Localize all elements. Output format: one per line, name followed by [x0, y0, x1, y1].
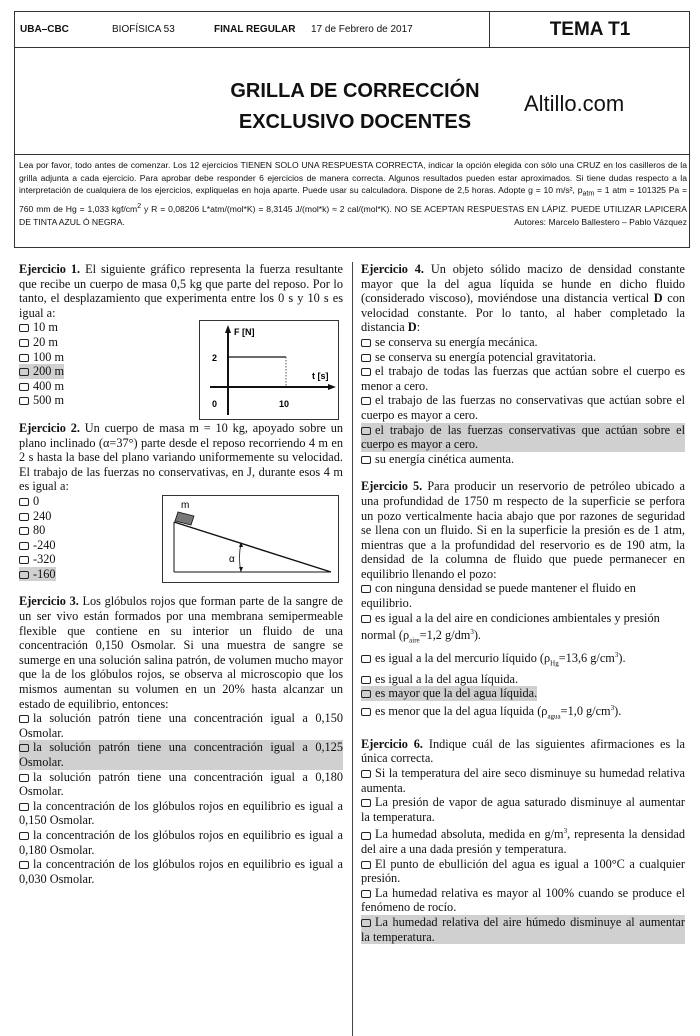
option-label: 200 m [33, 364, 65, 379]
exercise-6 [361, 737, 685, 944]
inclined-plane-diagram [162, 495, 339, 583]
left-column [19, 262, 343, 899]
checkbox-icon[interactable] [361, 655, 371, 663]
option-correct[interactable] [19, 567, 56, 582]
option-label: es igual a la del aire en condiciones ambientales y presión normal (ρ [361, 610, 660, 643]
header-info-row [15, 12, 689, 48]
option-label: -320 [33, 552, 56, 567]
option[interactable] [19, 799, 343, 828]
option-correct[interactable] [361, 686, 537, 701]
title-area [15, 49, 689, 155]
y-value-label: 2 [212, 353, 218, 364]
option-label: La humedad absoluta, medida en g/m [375, 827, 564, 842]
option-correct[interactable] [19, 740, 343, 769]
checkbox-icon[interactable] [19, 803, 29, 811]
superscript: 3 [614, 651, 619, 660]
option-label: 10 m [33, 320, 58, 335]
checkbox-icon[interactable] [361, 339, 371, 347]
option[interactable] [361, 701, 685, 724]
option-label: 20 m [33, 334, 58, 349]
option-label: Si la temperatura del aire seco disminuye su humedad relativa aumenta. [361, 766, 685, 795]
checkbox-icon[interactable] [19, 513, 29, 521]
exercise-2-options [19, 494, 343, 582]
exercise-5-statement [361, 479, 685, 581]
checkbox-icon[interactable] [361, 585, 371, 593]
checkbox-icon[interactable] [361, 354, 371, 362]
superscript: 3 [610, 703, 615, 712]
option[interactable] [361, 581, 685, 610]
checkbox-icon[interactable] [19, 571, 29, 579]
superscript: 3 [470, 628, 474, 637]
exercise-6-title: Ejercicio 6. [361, 736, 423, 751]
option-label: -240 [33, 537, 56, 552]
exercise-6-statement [361, 737, 685, 766]
option[interactable] [361, 886, 685, 915]
option[interactable] [19, 379, 64, 394]
option-label: la solución patrón tiene una concentración igual a 0,180 Osmolar. [19, 769, 343, 799]
exam-type: FINAL REGULAR [214, 24, 296, 35]
option-label: es menor que la del agua líquida (ρ [375, 703, 548, 718]
option-label: 80 [33, 523, 46, 538]
option-label: 240 [33, 508, 52, 523]
subscript: aire [409, 636, 420, 645]
x-axis-label: t [s] [312, 371, 329, 382]
option-label: es mayor que la del agua líquida. [375, 686, 538, 701]
checkbox-icon[interactable] [19, 324, 29, 332]
option[interactable] [361, 364, 685, 393]
option[interactable] [19, 509, 51, 524]
superscript: 3 [563, 827, 568, 836]
option-label: ). [618, 651, 626, 666]
checkbox-icon[interactable] [19, 832, 29, 840]
checkbox-icon[interactable] [361, 799, 371, 807]
mass-label: m [181, 499, 190, 511]
option-label: =13,6 g/cm [558, 651, 615, 666]
checkbox-icon[interactable] [361, 690, 371, 698]
option-label: la concentración de los glóbulos rojos en equilibrio es igual a 0,180 Osmolar. [19, 827, 343, 857]
exercise-5 [361, 479, 685, 724]
option-label: con ninguna densidad se puede mantener el fluido en equilibrio. [361, 581, 636, 611]
checkbox-icon[interactable] [19, 542, 29, 550]
option[interactable] [361, 766, 685, 795]
option[interactable] [19, 523, 45, 538]
option[interactable] [361, 795, 685, 824]
option[interactable] [19, 320, 58, 335]
exercise-4-statement [361, 262, 685, 335]
option-label: 100 m [33, 349, 65, 364]
option[interactable] [361, 648, 685, 671]
option-label: el trabajo de las fuerzas conservativas que actúan sobre el cuerpo es mayor a cero. [361, 422, 685, 452]
exercise-2-title: Ejercicio 2. [19, 420, 80, 435]
exercise-3-text: Los glóbulos rojos que forman parte de la sangre de un ser vivo están formados por una membrana semipermeable flexible que contiene en su interior un fluido de una concentración 0,150 Osmolar. Si una muestra de sangre se sumerge en una solución salina patrón, de volumen mucho mayor que la de los glóbulos rojos, se observa al microscopio que los mismos aumentan su volumen en un 20% hasta alcanzar un estado de equilibrio, entonces: [19, 594, 343, 711]
option[interactable] [19, 494, 39, 509]
option-label: La presión de vapor de agua saturado disminuye al aumentar la temperatura. [361, 795, 685, 824]
exercise-4-title: Ejercicio 4. [361, 262, 424, 276]
option[interactable] [361, 350, 685, 365]
option-correct[interactable] [361, 915, 685, 944]
option-label: es igual a la del agua líquida. [375, 671, 519, 686]
option-label: 400 m [33, 378, 65, 393]
angle-label: α [229, 553, 235, 565]
option-label: se conserva su energía mecánica. [375, 334, 538, 349]
option-label: 0 [33, 493, 40, 508]
option[interactable] [19, 335, 58, 350]
exercise-6-text: Indique cuál de las siguientes afirmaciones es la única correcta. [361, 736, 685, 766]
option[interactable] [361, 857, 685, 886]
option[interactable] [361, 824, 685, 856]
checkbox-icon[interactable] [19, 774, 29, 782]
option[interactable] [19, 857, 343, 886]
checkbox-icon[interactable] [361, 919, 371, 927]
option[interactable] [361, 452, 685, 467]
option-label: ). [473, 628, 481, 643]
page-title [205, 76, 505, 138]
exercise-2-text: Un cuerpo de masa m = 10 kg, apoyado sobre un plano inclinado (α=37°) parte desde el reposo recorriendo 4 m en 2 s hasta la base del plano variando uniformemente su velocidad. El trabajo de las fuerzas no conservativas, en J, durante esos 4 m es igual a: [19, 420, 344, 494]
column-divider [352, 262, 353, 1036]
checkbox-icon[interactable] [361, 861, 371, 869]
option[interactable] [361, 672, 685, 687]
option-label: la concentración de los glóbulos rojos en equilibrio es igual a 0,030 Osmolar. [19, 857, 343, 886]
option-label: El punto de ebullición del agua es igual a 100°C a cualquier presión. [361, 856, 685, 886]
exercise-3-statement [19, 594, 343, 711]
checkbox-icon[interactable] [361, 397, 371, 405]
checkbox-icon[interactable] [19, 744, 29, 752]
subject: BIOFÍSICA 53 [112, 24, 175, 35]
exercise-4-text-b: con velocidad constante. Por lo tanto, al haber completado la distancia [361, 291, 685, 335]
subscript: agua [547, 712, 561, 721]
checkbox-icon[interactable] [361, 832, 371, 840]
option[interactable] [19, 538, 56, 553]
checkbox-icon[interactable] [361, 427, 371, 435]
checkbox-icon[interactable] [19, 354, 29, 362]
option-label: el trabajo de todas las fuerzas que actúan sobre el cuerpo es menor a cero. [361, 364, 685, 393]
option[interactable] [361, 335, 685, 350]
option-label: La humedad relativa es mayor al 100% cuando se produce el fenómeno de rocío. [361, 885, 685, 915]
exam-header [14, 11, 690, 248]
instructions [19, 159, 687, 228]
checkbox-icon[interactable] [361, 456, 371, 464]
y-axis-label: F [N] [234, 327, 255, 338]
exercise-4-text-a: Un objeto sólido macizo de densidad constante mayor que la del agua líquida se hunde en dicho fluido (considerado viscoso), moviéndose una distancia vertical [361, 262, 686, 306]
option[interactable] [361, 393, 685, 422]
origin-label: 0 [212, 399, 218, 410]
option-correct[interactable] [19, 364, 64, 379]
option[interactable] [361, 611, 685, 649]
exercise-1-options [19, 320, 343, 408]
option-label: la solución patrón tiene una concentración igual a 0,125 Osmolar. [19, 740, 343, 769]
checkbox-icon[interactable] [19, 556, 29, 564]
patm-subscript: atm [582, 190, 595, 198]
option-row [361, 686, 685, 701]
option-label: 500 m [33, 393, 65, 408]
title-line-2: EXCLUSIVO DOCENTES [238, 111, 472, 133]
exercise-1-statement [19, 262, 343, 320]
exercise-4 [361, 262, 685, 466]
checkbox-icon[interactable] [361, 368, 371, 376]
option-label: , representa la densidad del aire a una dada presión y temperatura. [361, 827, 686, 857]
exercise-2-statement [19, 421, 343, 494]
exercise-1-title: Ejercicio 1. [19, 262, 81, 276]
checkbox-icon[interactable] [361, 770, 371, 778]
option-label: su energía cinética aumenta. [375, 451, 515, 466]
checkbox-icon[interactable] [19, 368, 29, 376]
option[interactable] [19, 552, 56, 567]
option[interactable] [19, 350, 64, 365]
instructions-text-3: y R = 0,08206 L*atm/(mol*K) = 8,3145 J/(mol*k) ≈ 2 cal/(mol*K). NO SE ACEPTAN RESPUESTAS EN LÁPIZ. PUEDE UTILIZAR LAPICERA DE TINTA AZUL Ó NEGRA. [19, 204, 687, 227]
distance-symbol: D [653, 291, 663, 306]
exercise-5-text: Para producir un reservorio de petróleo ubicado a una profundidad de 1750 m respecto de la superficie se perfora un pozo verticalmente hacia abajo que por razones de seguridad se llena con un fluido. Si en la superficie la presión es de 1 atm, mientras que a la profundidad del reservorio es de 190 atm, la densidad de la columna de fluido que puede permanecer en equilibrio llenando el pozo: [361, 479, 685, 581]
checkbox-icon[interactable] [19, 383, 29, 391]
option[interactable] [19, 711, 343, 740]
checkbox-icon[interactable] [361, 708, 371, 716]
exercise-1 [19, 262, 343, 408]
exam-date: 17 de Febrero de 2017 [311, 24, 413, 35]
checkbox-icon[interactable] [361, 676, 371, 684]
option[interactable] [19, 393, 64, 408]
option-label: La humedad relativa del aire húmedo disminuye al aumentar la temperatura. [361, 915, 685, 944]
checkbox-icon[interactable] [19, 339, 29, 347]
option-label: -160 [33, 566, 56, 581]
exercise-3 [19, 594, 343, 886]
checkbox-icon[interactable] [361, 890, 371, 898]
option-label: la solución patrón tiene una concentración igual a 0,150 Osmolar. [19, 711, 343, 740]
instructions-text-2: = 1 atm = 101325 Pa = 760 mm de Hg = 1,033 kgf/cm [19, 185, 688, 215]
exercise-4-text-c: : [416, 320, 421, 335]
force-time-graph [199, 320, 339, 420]
option[interactable] [19, 828, 343, 857]
checkbox-icon[interactable] [19, 498, 29, 506]
exercise-3-title: Ejercicio 3. [19, 594, 79, 609]
title-line-1: GRILLA DE CORRECCIÓN [230, 80, 480, 102]
x-value-label: 10 [279, 399, 290, 410]
subscript: Hg [550, 659, 559, 668]
checkbox-icon[interactable] [19, 861, 29, 869]
checkbox-icon[interactable] [19, 715, 29, 723]
option-label: la concentración de los glóbulos rojos en equilibrio es igual a 0,150 Osmolar. [19, 798, 343, 828]
option-correct[interactable] [361, 423, 685, 452]
option-label: se conserva su energía potencial gravitatoria. [375, 349, 597, 364]
exercise-2 [19, 421, 343, 582]
instructions-text: Lea por favor, todo antes de comenzar. Los 12 ejercicios TIENEN SOLO UNA RESPUESTA CORRECTA, indicar la opción elegida con sólo una CRUZ en los casilleros de la grilla adjunta a cada ejercicio. Para aprobar debe responder 6 ejercicios de manera correcta. Algunos resultados pueden estar aproximados. Si tiene dudas respecto a la interpretación de cualquiera de los ejercicios, expliquelas en hoja aparte. Puede usar su calculadora. Dispone de 2,5 horas. Adopte g = 10 m/s², p [19, 160, 687, 195]
checkbox-icon[interactable] [19, 527, 29, 535]
distance-symbol: D [407, 320, 417, 335]
exercise-5-title: Ejercicio 5. [361, 479, 423, 494]
option-label: =1,2 g/dm [419, 628, 471, 643]
authors: Autores: Marcelo Ballestero – Pablo Vázquez [514, 216, 687, 227]
cm2-superscript: 2 [137, 203, 142, 211]
checkbox-icon[interactable] [19, 397, 29, 405]
exercise-1-text: El siguiente gráfico representa la fuerza resultante que recibe un cuerpo de masa 0,5 kg que parte del reposo. Por lo tanto, el desplazamiento que experimenta entre los 0 s y 10 s es igual a: [19, 262, 343, 320]
option-label: el trabajo de las fuerzas no conservativas que actúan sobre el cuerpo es mayor a cero. [361, 393, 685, 422]
option[interactable] [19, 770, 343, 799]
brand-watermark: Altillo.com [524, 91, 625, 116]
right-column [361, 262, 685, 957]
option-label: ). [614, 703, 622, 718]
option-label: =1,0 g/cm [560, 703, 611, 718]
institution: UBA–CBC [20, 24, 69, 35]
checkbox-icon[interactable] [361, 615, 371, 623]
tema-label: TEMA T1 [489, 12, 690, 47]
option-label: es igual a la del mercurio líquido (ρ [375, 651, 551, 666]
